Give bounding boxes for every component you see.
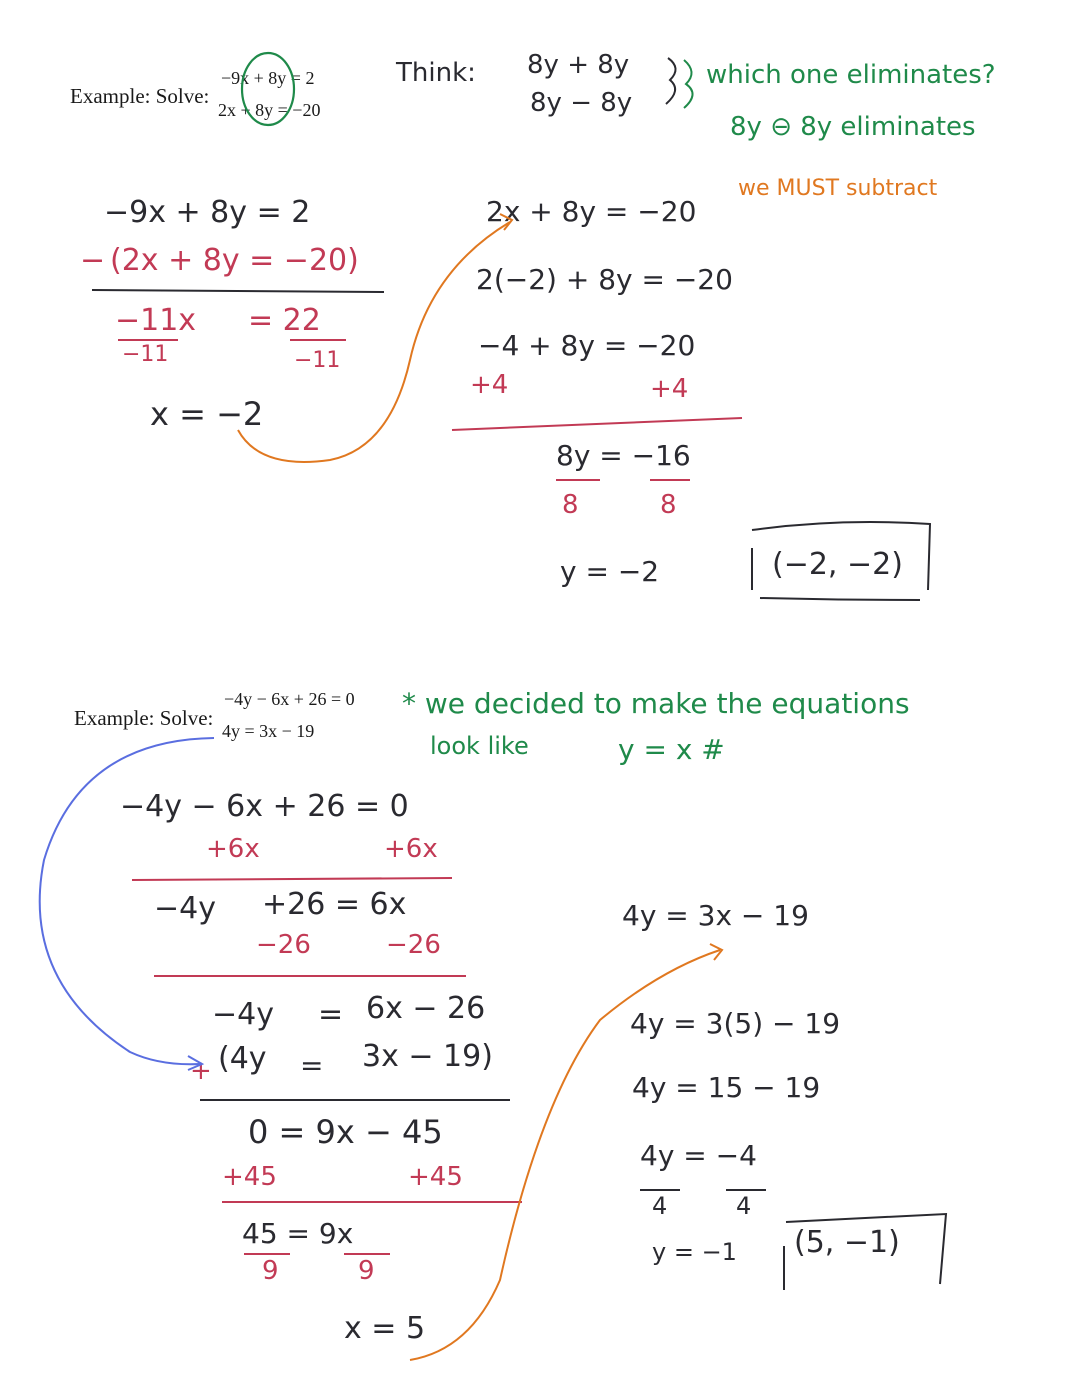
ex2-left-line-9: 45 = 9x [242,1217,354,1250]
green-circle-mark [242,53,294,125]
ex2-left-line-6b: = [300,1049,324,1082]
ex2-arrow-head-blue [188,1056,202,1070]
think-note: we MUST subtract [738,176,938,201]
ex2-left-add-sign: + [190,1056,212,1086]
ex1-right-underline [452,418,742,430]
ex1-right-line-3: −4 + 8y = −20 [478,329,696,362]
think-line-2: 8y − 8y [530,88,633,118]
ex2-left-line-3a: −4y [154,891,216,926]
ex1-right-divisor-a: 8 [562,490,579,520]
ex2-answer-box [784,1214,946,1290]
ex2-left-line-3b: +26 = 6x [262,887,407,922]
think-line-1: 8y + 8y [527,50,630,80]
ex2-substitute-arrow [410,950,720,1360]
ex1-left-subtract-sign: − [80,243,106,278]
ex2-left-line-5a: −4y [212,997,274,1032]
ex1-right-add-b: +4 [650,374,689,404]
think-answer: 8y ⊖ 8y eliminates [730,112,976,142]
ex1-x-result: x = −2 [150,395,264,433]
ex1-left-underline [92,290,384,292]
ex2-left-add-a: +6x [206,834,260,864]
ex2-right-divisor-b: 4 [736,1192,752,1220]
ex1-left-line-1: −9x + 8y = 2 [104,195,311,230]
ex1-answer-box [752,522,930,600]
example1-equation-1: −9x + 8y = 2 [221,68,315,88]
example2-note-line-1: * we decided to make the equations [402,687,910,720]
ex2-right-line-4: 4y = −4 [640,1139,757,1172]
ex1-right-divisor-b: 8 [660,490,677,520]
ex2-right-line-3: 4y = 15 − 19 [632,1071,821,1104]
ex1-left-line-3b: = 22 [248,303,321,338]
ex2-left-line-6a: (4y [218,1041,267,1076]
ex2-left-sub-a: −26 [256,930,311,960]
ex2-left-add-d: +45 [408,1162,463,1192]
ex2-x-result: x = 5 [344,1311,426,1346]
ex2-left-line-5b: = [318,997,344,1032]
think-brace-2 [684,60,693,108]
ex2-answer: (5, −1) [794,1225,900,1260]
example1-equation-2: 2x + 8y = −20 [218,100,321,120]
example2-note-line-2b: y = x # [618,733,725,766]
ex1-right-add-a: +4 [470,370,509,400]
ex2-y-result: y = −1 [652,1238,737,1266]
example2-note-line-2a: look like [430,732,529,760]
ex1-left-line-2: (2x + 8y = −20) [110,243,359,278]
ex1-left-line-3a: −11x [115,303,197,338]
ex2-left-line-6c: 3x − 19) [362,1039,493,1074]
ex2-left-add-c: +45 [222,1162,277,1192]
example2-label: Example: Solve: [74,706,214,730]
think-brace-1 [666,58,676,104]
ex2-rewrite-arrow [40,738,214,1064]
ex2-left-add-b: +6x [384,834,438,864]
ex2-left-line-1: −4y − 6x + 26 = 0 [120,789,409,824]
think-question: which one eliminates? [706,60,996,90]
think-label: Think: [396,58,476,88]
example1-label: Example: Solve: [70,84,210,108]
ex2-right-divisor-a: 4 [652,1192,668,1220]
ex1-right-line-1: 2x + 8y = −20 [486,195,697,228]
example2-equation-1: −4y − 6x + 26 = 0 [224,689,355,709]
ex1-answer: (−2, −2) [772,547,903,582]
ex1-left-divisor-a: −11 [122,342,169,367]
ex2-right-line-1: 4y = 3x − 19 [622,899,809,932]
ex1-left-divisor-b: −11 [294,348,341,373]
ex2-right-line-2: 4y = 3(5) − 19 [630,1007,841,1040]
ex1-right-line-5: 8y = −16 [556,439,691,472]
ex2-left-line-7: 0 = 9x − 45 [248,1113,443,1151]
example2-equation-2: 4y = 3x − 19 [222,721,315,741]
ex2-left-sub-b: −26 [386,930,441,960]
ex1-right-line-2: 2(−2) + 8y = −20 [476,263,733,296]
ex2-left-divisor-a: 9 [262,1256,279,1286]
ex1-y-result: y = −2 [560,555,660,588]
ex2-left-divisor-b: 9 [358,1256,375,1286]
ex1-substitute-arrow [238,222,510,462]
ex2-underline-1 [132,878,452,880]
ex2-left-line-5c: 6x − 26 [366,991,486,1026]
